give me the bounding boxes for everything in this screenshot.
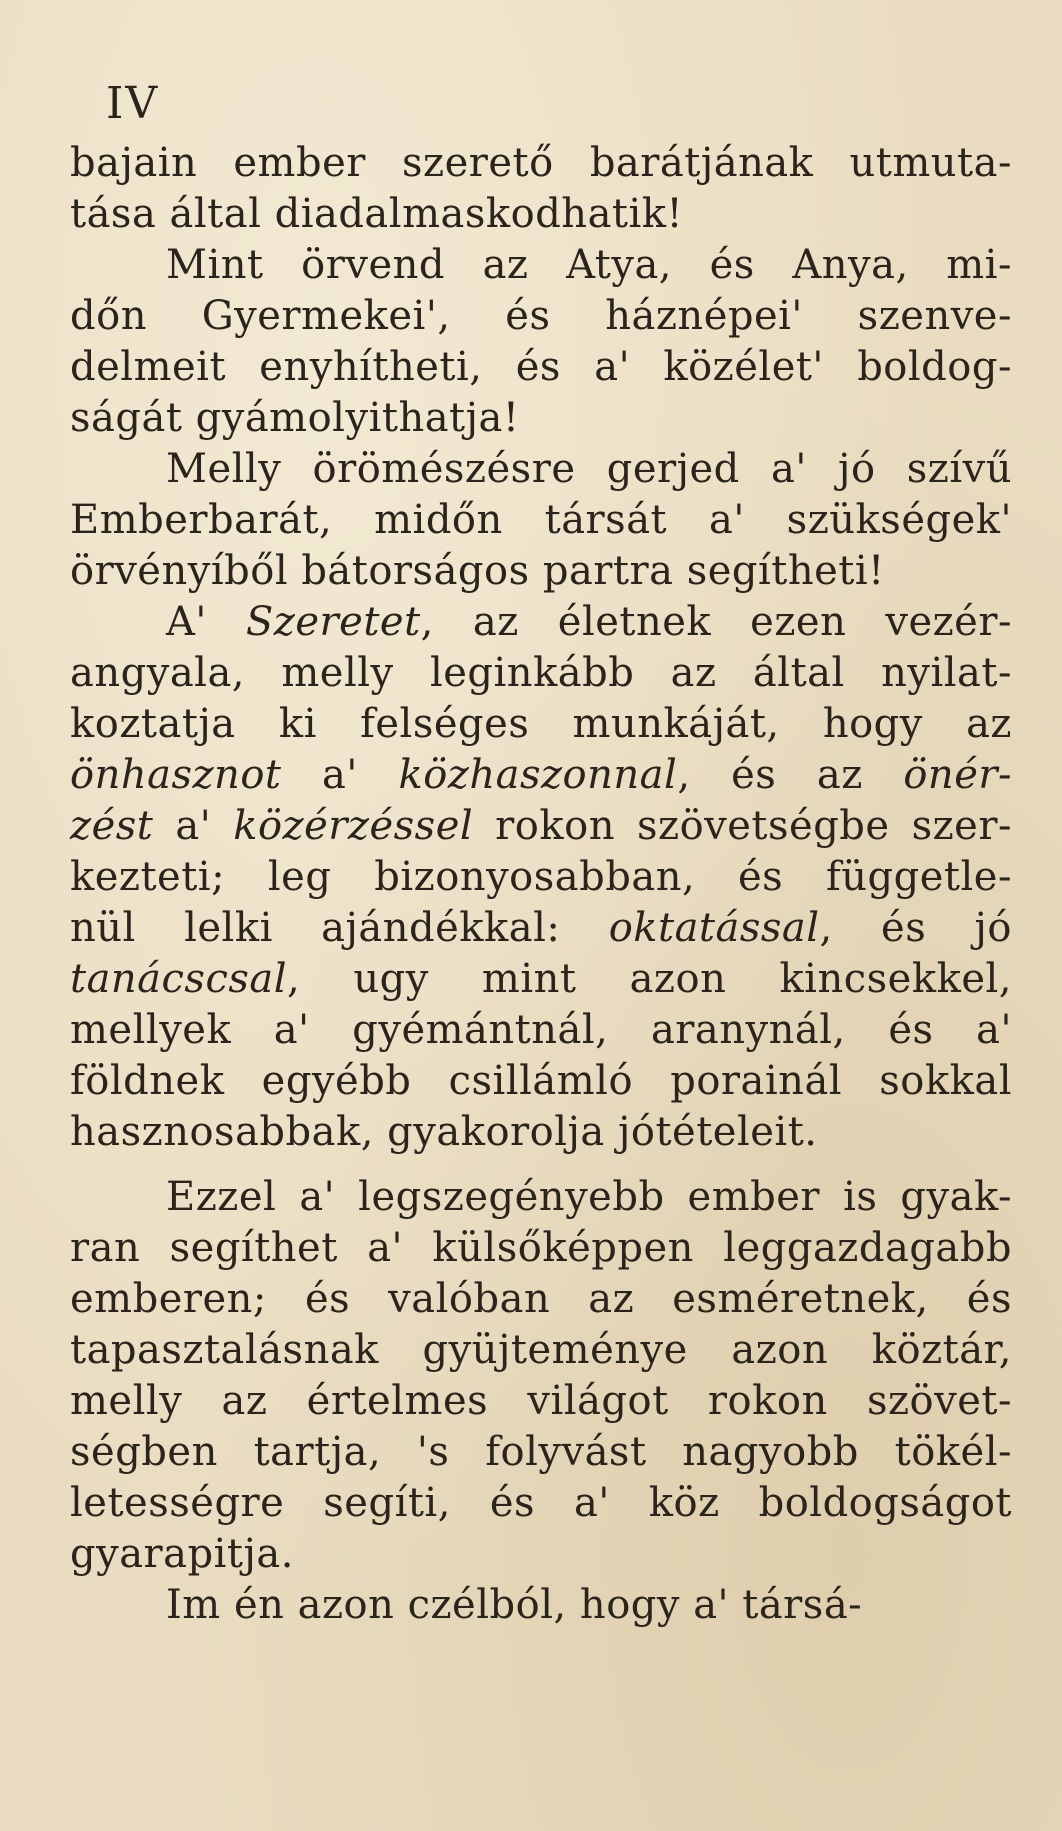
- paragraph: [70, 138, 1012, 240]
- paragraph: [70, 240, 1012, 444]
- emphasized-word: Szeretet: [245, 599, 421, 645]
- text-line: emberen; és valóban az esméretnek, és: [70, 1276, 1012, 1322]
- text-line: Ezzel a' legszegényebb ember is gyak-: [166, 1174, 1012, 1220]
- text-line: zést a' közérzéssel rokon szövetségbe szer-: [70, 803, 1012, 849]
- text-line: örvényíből bátorságos partra segítheti!: [70, 548, 885, 594]
- text-line: Mint örvend az Atya, és Anya, mi-: [166, 242, 1012, 288]
- text-line: Im én azon czélból, hogy a' társá-: [166, 1582, 863, 1628]
- text-line: bajain ember szerető barátjának utmuta-: [70, 140, 1012, 186]
- text-line: tanácscsal, ugy mint azon kincsekkel,: [70, 956, 1012, 1002]
- text-line: letességre segíti, és a' köz boldogságot: [70, 1480, 1012, 1526]
- emphasized-word: oktatással: [608, 905, 820, 951]
- text-line: tapasztalásnak gyüjteménye azon köztár,: [70, 1327, 1012, 1373]
- text-body: [70, 138, 1012, 1631]
- text-line: gyarapitja.: [70, 1531, 294, 1577]
- emphasized-word: közhaszonnal: [398, 752, 678, 798]
- paragraph: [70, 1172, 1012, 1580]
- paragraph: [70, 1580, 1012, 1631]
- paragraph-gap: [70, 1158, 1012, 1172]
- text-line: Melly örömészésre gerjed a' jó szívű: [166, 446, 1012, 492]
- emphasized-word: önhasznot: [70, 752, 282, 798]
- text-line: önhasznot a' közhaszonnal, és az önér-: [70, 752, 1012, 798]
- text-line: ságát gyámolyithatja!: [70, 395, 520, 441]
- emphasized-word: önér-: [903, 752, 1012, 798]
- text-line: dőn Gyermekei', és háznépei' szenve-: [70, 293, 1012, 339]
- page-number: IV: [106, 78, 160, 129]
- text-line: angyala, melly leginkább az által nyilat-: [70, 650, 1012, 696]
- text-line: melly az értelmes világot rokon szövet-: [70, 1378, 1012, 1424]
- emphasized-word: közérzéssel: [233, 803, 474, 849]
- text-line: földnek egyébb csillámló porainál sokkal: [70, 1058, 1012, 1104]
- emphasized-word: zést: [70, 803, 154, 849]
- text-line: ségben tartja, 's folyvást nagyobb tökél-: [70, 1429, 1012, 1475]
- paragraph: [70, 597, 1012, 1158]
- paragraph: [70, 444, 1012, 597]
- emphasized-word: tanácscsal: [70, 956, 288, 1002]
- text-line: tása által diadalmaskodhatik!: [70, 191, 684, 237]
- text-line: mellyek a' gyémántnál, aranynál, és a': [70, 1007, 1012, 1053]
- text-line: A' Szeretet, az életnek ezen vezér-: [166, 599, 1012, 645]
- text-line: Emberbarát, midőn társát a' szükségek': [70, 497, 1012, 543]
- text-line: kezteti; leg bizonyosabban, és függetle-: [70, 854, 1012, 900]
- text-line: ran segíthet a' külsőképpen leggazdagabb: [70, 1225, 1012, 1271]
- text-line: delmeit enyhítheti, és a' közélet' boldog-: [70, 344, 1012, 390]
- text-line: koztatja ki felséges munkáját, hogy az: [70, 701, 1012, 747]
- text-line: nül lelki ajándékkal: oktatással, és jó: [70, 905, 1013, 951]
- text-line: hasznosabbak, gyakorolja jótételeit.: [70, 1109, 818, 1155]
